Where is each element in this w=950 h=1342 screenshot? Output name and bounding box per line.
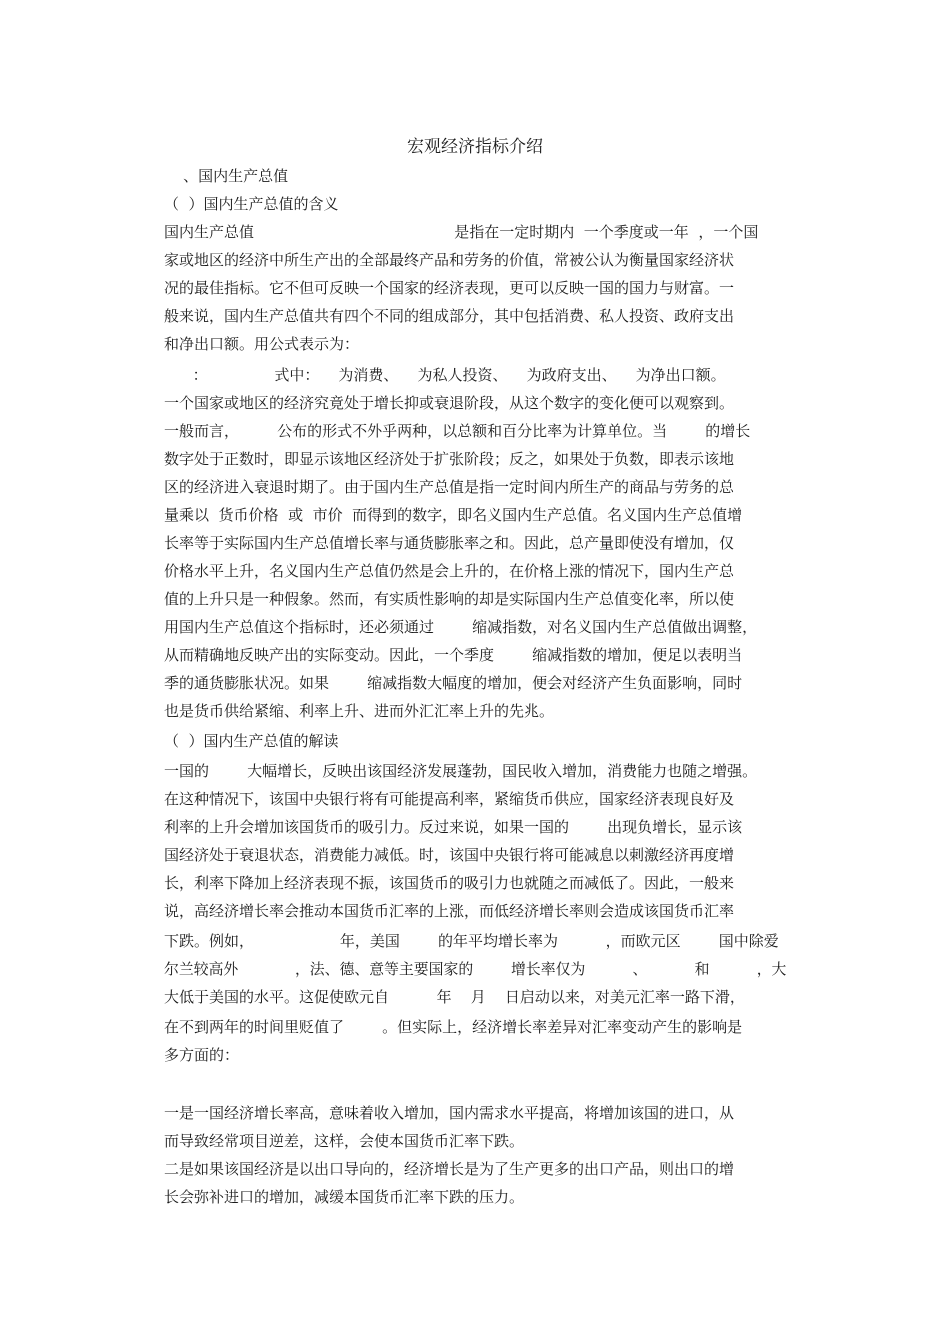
paragraph-line: 也是货币供给紧缩、利率上升、进而外汇汇率上升的先兆。 [164, 702, 555, 720]
paragraph-line: 用国内生产总值这个指标时，还必须通过 缩减指数，对名义国内生产总值做出调整， [164, 618, 758, 636]
paragraph-line: 二是如果该国经济是以出口导向的，经济增长是为了生产更多的出口产品，则出口的增 [164, 1160, 735, 1178]
paragraph-line: 而导致经常项目逆差，这样，会使本国货币汇率下跌。 [164, 1132, 525, 1150]
paragraph-line: 利率的上升会增加该国货币的吸引力。反过来说，如果一国的 出现负增长，显示该 [164, 818, 743, 836]
paragraph-line: 区的经济进入衰退时期了。由于国内生产总值是指一定时间内所生产的商品与劳务的总 [164, 478, 735, 496]
paragraph-line: 长率等于实际国内生产总值增长率与通货膨胀率之和。因此，总产量即使没有增加，仅 [164, 534, 735, 552]
paragraph-line: 值的上升只是一种假象。然而，有实质性影响的却是实际国内生产总值变化率，所以使 [164, 590, 735, 608]
paragraph-line: 国经济处于衰退状态，消费能力减低。时，该国中央银行将可能减息以刺激经济再度增 [164, 846, 735, 864]
paragraph-line: 下跌。例如， 年，美国 的年平均增长率为 ，而欧元区 国中除爱 [164, 932, 779, 950]
paragraph-line: 一个国家或地区的经济究竟处于增长抑或衰退阶段，从这个数字的变化便可以观察到。 [164, 394, 735, 412]
paragraph-line: 在不到两年的时间里贬值了 。但实际上，经济增长率差异对汇率变动产生的影响是 [164, 1018, 743, 1036]
subsection-heading: （ ）国内生产总值的含义 [164, 195, 339, 213]
section-heading: 、国内生产总值 [164, 167, 289, 185]
paragraph-line: 家或地区的经济中所生产出的全部最终产品和劳务的价值，常被公认为衡量国家经济状 [164, 251, 735, 269]
paragraph-line: 数字处于正数时，即显示该地区经济处于扩张阶段；反之，如果处于负数，即表示该地 [164, 450, 735, 468]
paragraph-line: 般来说，国内生产总值共有四个不同的组成部分，其中包括消费、私人投资、政府支出 [164, 307, 735, 325]
paragraph-line: 国内生产总值 是指在一定时期内 一个季度或一年 ，一个国 [164, 223, 759, 241]
paragraph-line: 况的最佳指标。它不但可反映一个国家的经济表现，更可以反映一国的国力与财富。一 [164, 279, 735, 297]
paragraph-line: 尔兰较高外 ，法、德、意等主要国家的 增长率仅为 、 和 ，大 [164, 960, 787, 978]
paragraph-line: 长，利率下降加上经济表现不振，该国货币的吸引力也就随之而减低了。因此，一般来 [164, 874, 735, 892]
formula-line: ： 式中： 为消费、 为私人投资、 为政府支出、 为净出口额。 [164, 366, 726, 384]
paragraph-line: 一是一国经济增长率高，意味着收入增加，国内需求水平提高，将增加该国的进口，从 [164, 1104, 735, 1122]
subsection-heading: （ ）国内生产总值的解读 [164, 732, 339, 750]
paragraph-line: 说，高经济增长率会推动本国货币汇率的上涨，而低经济增长率则会造成该国货币汇率 [164, 902, 735, 920]
document-title: 宏观经济指标介绍 [407, 137, 543, 157]
paragraph-line: 量乘以 货币价格 或 市价 而得到的数字，即名义国内生产总值。名义国内生产总值增 [164, 506, 743, 524]
paragraph-line: 季的通货膨胀状况。如果 缩减指数大幅度的增加，便会对经济产生负面影响，同时 [164, 674, 743, 692]
paragraph-line: 价格水平上升，名义国内生产总值仍然是会上升的，在价格上涨的情况下，国内生产总 [164, 562, 735, 580]
paragraph-line: 多方面的： [164, 1046, 240, 1064]
paragraph-line: 在这种情况下，该国中央银行将有可能提高利率，紧缩货币供应，国家经济表现良好及 [164, 790, 735, 808]
paragraph-line: 从而精确地反映产出的实际变动。因此，一个季度 缩减指数的增加，便足以表明当 [164, 646, 743, 664]
paragraph-line: 一般而言， 公布的形式不外乎两种，以总额和百分比率为计算单位。当 的增长 [164, 422, 751, 440]
paragraph-line: 和净出口额。用公式表示为： [164, 335, 360, 353]
paragraph-line: 一国的 大幅增长，反映出该国经济发展蓬勃，国民收入增加，消费能力也随之增强。 [164, 762, 758, 780]
paragraph-line: 长会弥补进口的增加，减缓本国货币汇率下跌的压力。 [164, 1188, 525, 1206]
paragraph-line: 大低于美国的水平。这促使欧元自 年 月 日启动以来，对美元汇率一路下滑， [164, 988, 745, 1006]
